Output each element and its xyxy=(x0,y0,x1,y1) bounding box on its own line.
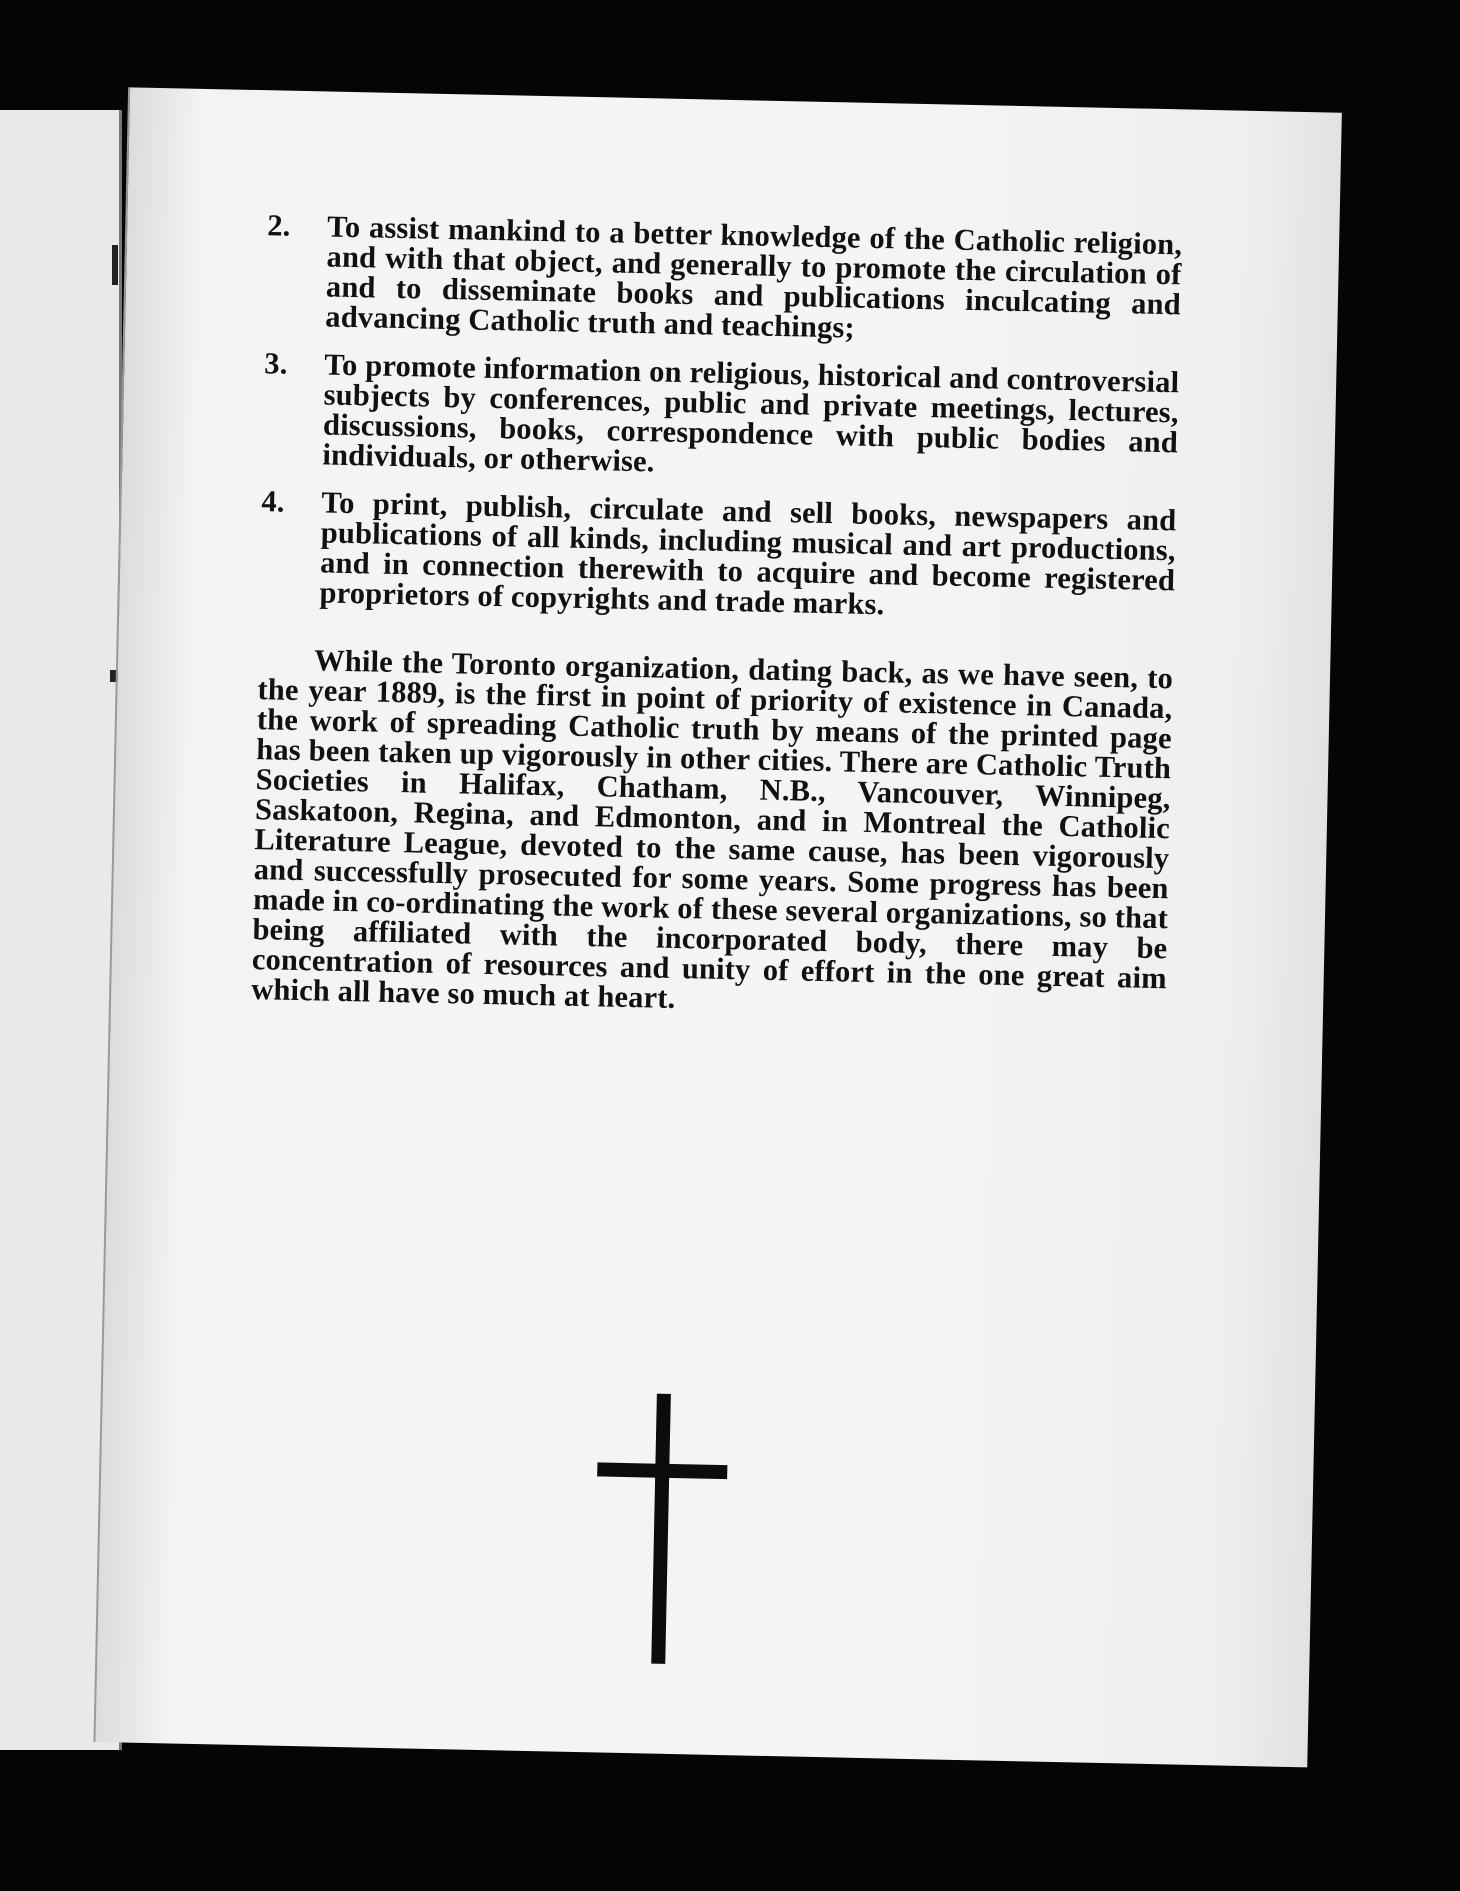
list-item xyxy=(262,348,1179,487)
item-number: 4. xyxy=(261,484,286,519)
cross-vertical-bar xyxy=(651,1394,671,1664)
cross-horizontal-bar xyxy=(597,1462,727,1479)
list-item xyxy=(259,486,1176,625)
item-number: 2. xyxy=(266,208,291,243)
item-text: To promote information on religious, historical and controversial subjects by conferences, public and private meetings, lectures, discussions, books, correspondence with public bodies and individuals, or otherwise. xyxy=(322,347,1180,479)
item-text: To assist mankind to a better knowledge of the Catholic religion, and with that object, and generally to promote the circulation of and to disseminate books and publications inculcating and advancing Catholic truth and teachings; xyxy=(325,209,1183,345)
binding-mark xyxy=(112,245,118,285)
document-page xyxy=(93,87,1341,1767)
item-number: 3. xyxy=(264,346,288,381)
item-text: To print, publish, circulate and sell books, newspapers and publications of all kinds, including musical and art productions, and in connection therewith to acquire and become registered proprietors of copyrights and trade marks. xyxy=(319,485,1177,622)
page-text xyxy=(251,210,1182,1023)
body-paragraph: While the Toronto organization, dating back, as we have seen, to the year 1889, is the first in point of priority of existence in Canada, the work of spreading Catholic truth by means of the printed page has been taken up vigorously in other cities. There are Catholic Truth Societies in Halifax, Chatham, N.B., Vancouver, Winnipeg, Saskatoon, Regina, and Edmonton, and in Montreal the Catholic Literature League, devoted to the same cause, has been vigorously and successfully prosecuted for some years. Some progress has been made in co-ordinating the work of these several organizations, so that being affiliated with the incorporated body, there may be concentration of resources and unity of effort in the one great aim which all have so much at heart. xyxy=(250,643,1174,1015)
cross-icon xyxy=(593,1392,729,1665)
list-item xyxy=(265,210,1182,349)
